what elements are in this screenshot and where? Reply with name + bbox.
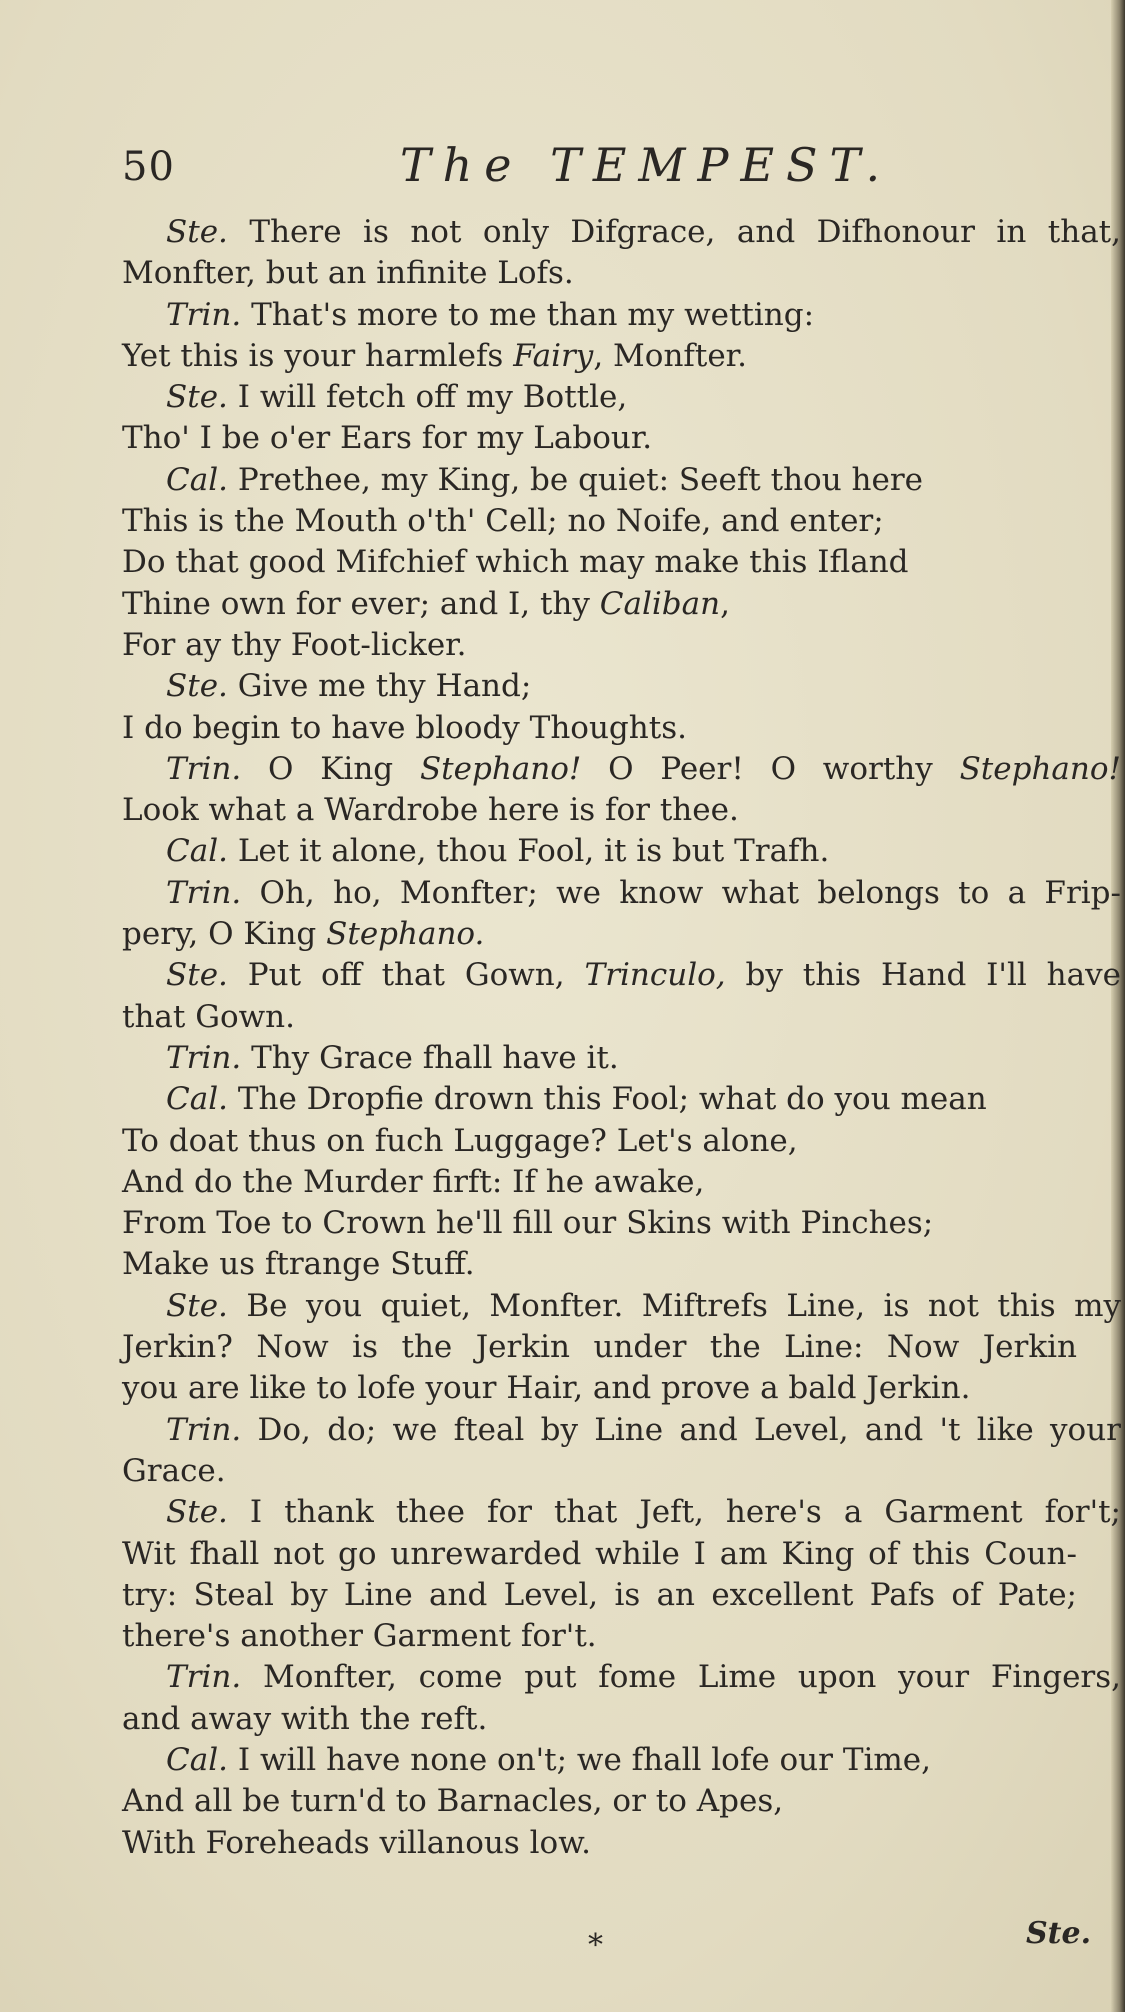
text-line [122, 377, 1077, 418]
speaker-name: Cal. [166, 1741, 228, 1778]
text-line [122, 1121, 1077, 1162]
text-line [122, 1038, 1077, 1079]
italic-text: Trinculo, [584, 957, 726, 994]
text-line [122, 1781, 1077, 1822]
text-line [122, 295, 1077, 336]
line-text: Tho' I be o'er Ears for my Labour. [122, 420, 653, 457]
line-text: try: Steal by Line and Level, is an excellent Pafs of Pate; [122, 1576, 1077, 1613]
line-text: by this Hand I'll have [725, 957, 1121, 994]
text-line [122, 790, 1077, 831]
line-text: Thine own for ever; and I, thy [122, 585, 600, 622]
text-line [122, 1657, 1121, 1698]
speaker-name: Trin. [166, 1039, 242, 1076]
line-text: pery, O King [122, 916, 327, 953]
text-line [122, 666, 1077, 707]
text-line [122, 749, 1121, 790]
catchword: Ste. [1026, 1916, 1092, 1951]
speaker-name: Ste. [166, 379, 228, 416]
line-text: I thank thee for that Jeft, here's a Garment for't; [227, 1494, 1121, 1531]
text-line [122, 873, 1121, 914]
line-text: Monfter, but an infinite Lofs. [122, 255, 574, 292]
speaker-name: Ste. [166, 957, 228, 994]
speaker-name: Ste. [166, 1494, 228, 1531]
text-line [122, 1823, 1077, 1864]
line-text: , Monfter. [593, 337, 747, 374]
speaker-name: Cal. [166, 461, 228, 498]
line-text: Yet this is your harmlefs [122, 337, 514, 374]
line-text: Wit fhall not go unrewarded while I am King of this Coun- [122, 1535, 1077, 1572]
text-line [122, 1244, 1077, 1285]
line-text: Let it alone, thou Fool, it is but Trafh. [227, 833, 830, 870]
line-text: Give me thy Hand; [227, 668, 532, 705]
line-text: I will fetch off my Bottle, [227, 379, 628, 416]
speaker-name: Trin. [166, 874, 242, 911]
line-text: you are like to lofe your Hair, and prove a bald Jerkin. [122, 1370, 971, 1407]
text-line [122, 542, 1077, 583]
text-line [122, 501, 1077, 542]
text-line [122, 418, 1077, 459]
speaker-name: Cal. [166, 833, 228, 870]
italic-text: Stephano. [326, 916, 485, 953]
text-line [122, 1534, 1077, 1575]
text-line [122, 997, 1077, 1038]
text-line [122, 1327, 1077, 1368]
text-line [122, 1575, 1077, 1616]
line-text: From Toe to Crown he'll fill our Skins with Pinches; [122, 1205, 934, 1242]
speaker-name: Cal. [166, 1081, 228, 1118]
speaker-name: Ste. [166, 214, 228, 250]
line-text: Be you quiet, Monfter. Miftrefs Line, is not this my [227, 1287, 1121, 1324]
line-text: O Peer! O worthy [581, 750, 960, 787]
text-line [122, 708, 1077, 749]
text-line [122, 584, 1077, 625]
speaker-name: Ste. [166, 668, 228, 705]
page-header [122, 138, 893, 198]
text-line [122, 1451, 1077, 1492]
line-text: Oh, ho, Monfter; we know what belongs to a Frip- [241, 874, 1121, 911]
line-text: Look what a Wardrobe here is for thee. [122, 792, 739, 829]
text-line [122, 831, 1077, 872]
text-line [122, 1492, 1121, 1533]
text-line [122, 1740, 1077, 1781]
speaker-name: Trin. [166, 296, 242, 333]
italic-text: Fairy [513, 337, 594, 374]
line-text: there's another Garment for't. [122, 1618, 597, 1655]
line-text: Make us ftrange Stuff. [122, 1246, 475, 1283]
text-line [122, 914, 1077, 955]
line-text: I will have none on't; we fhall lofe our Time, [227, 1741, 932, 1778]
italic-text: Stephano! [419, 750, 582, 787]
text-line [122, 253, 1077, 294]
line-text: O King [241, 750, 420, 787]
line-text: Grace. [122, 1452, 226, 1489]
text-line [122, 955, 1121, 996]
text-line [122, 1079, 1077, 1120]
line-text: To doat thus on fuch Luggage? Let's alone, [122, 1122, 798, 1159]
line-text: And all be turn'd to Barnacles, or to Apes, [122, 1783, 784, 1820]
text-line [122, 1286, 1121, 1327]
line-text: And do the Murder firft: If he awake, [122, 1163, 705, 1200]
signature-mark: * [588, 1928, 603, 1963]
text-line [122, 460, 1077, 501]
text-line [122, 212, 1121, 253]
text-line [122, 625, 1077, 666]
line-text: Do that good Mifchief which may make this Ifland [122, 544, 909, 581]
line-text: that Gown. [122, 998, 295, 1035]
text-line [122, 1162, 1077, 1203]
italic-text: Caliban [599, 585, 721, 622]
line-text: Put off that Gown, [227, 957, 585, 994]
text-line [122, 1699, 1077, 1740]
text-line [122, 1616, 1077, 1657]
line-text: For ay thy Foot-licker. [122, 626, 467, 663]
line-text: This is the Mouth o'th' Cell; no Noife, and enter; [122, 503, 884, 540]
line-text: Thy Grace fhall have it. [241, 1039, 619, 1076]
play-text [122, 212, 1121, 1864]
line-text: Jerkin? Now is the Jerkin under the Line: Now Jerkin [122, 1329, 1077, 1366]
line-text: Monfter, come put fome Lime upon your Fingers, [241, 1659, 1121, 1696]
text-line [122, 336, 1077, 377]
speaker-name: Trin. [166, 1411, 242, 1448]
text-line [122, 1368, 1077, 1409]
page-number: 50 [122, 144, 175, 190]
line-text: , [720, 585, 730, 622]
line-text: and away with the reft. [122, 1700, 488, 1737]
line-text: The Dropfie drown this Fool; what do you mean [227, 1081, 987, 1118]
page-edge-shadow [1111, 0, 1125, 2012]
line-text: Prethee, my King, be quiet: Seeft thou here [227, 461, 924, 498]
speaker-name: Trin. [166, 1659, 242, 1696]
running-title: The TEMPEST. [400, 138, 893, 192]
text-line [122, 1410, 1121, 1451]
text-line [122, 1203, 1077, 1244]
italic-text: Stephano! [959, 750, 1121, 787]
line-text: That's more to me than my wetting: [241, 296, 815, 333]
line-text: There is not only Difgrace, and Difhonour in that, [227, 214, 1121, 250]
speaker-name: Trin. [166, 750, 242, 787]
speaker-name: Ste. [166, 1287, 228, 1324]
line-text: I do begin to have bloody Thoughts. [122, 709, 687, 746]
line-text: With Foreheads villanous low. [122, 1824, 591, 1861]
line-text: Do, do; we fteal by Line and Level, and 't like your [241, 1411, 1121, 1448]
